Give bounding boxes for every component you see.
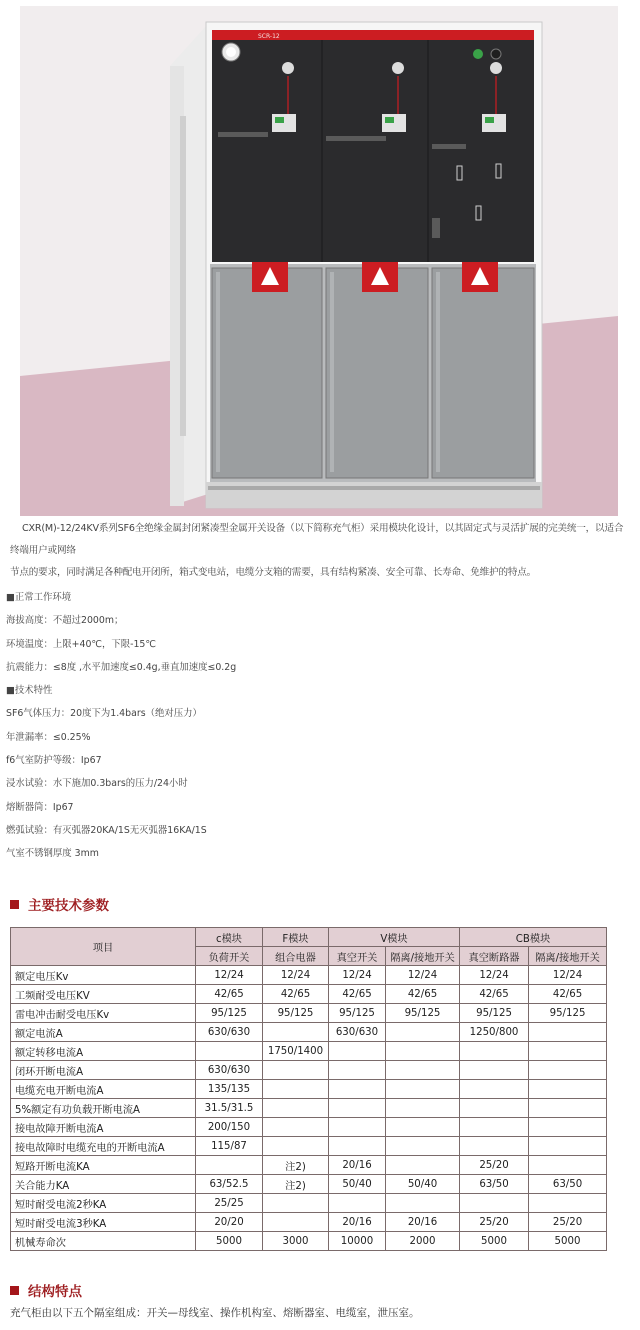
table-cell-value: 42/65: [329, 985, 386, 1004]
table-cell-value: 1250/800: [460, 1023, 529, 1042]
table-cell-item: 闭环开断电流A: [11, 1061, 196, 1080]
panel-label: SCR-12: [258, 33, 280, 40]
table-cell-value: 20/20: [196, 1213, 263, 1232]
table-cell-value: [386, 1194, 460, 1213]
table-cell-value: [460, 1042, 529, 1061]
table-row: [11, 1213, 607, 1232]
table-cell-value: [460, 1137, 529, 1156]
table-cell-value: 注2): [263, 1175, 329, 1194]
table-cell-value: [329, 1194, 386, 1213]
table-cell-value: [460, 1099, 529, 1118]
table-cell-value: 115/87: [196, 1137, 263, 1156]
table-cell-value: [329, 1118, 386, 1137]
subheader-cb1: 真空断路器: [460, 947, 529, 966]
table-row: [11, 1023, 607, 1042]
table-cell-value: [329, 1080, 386, 1099]
table-cell-value: [386, 1156, 460, 1175]
table-cell-value: [263, 1023, 329, 1042]
subheader-v1: 真空开关: [329, 947, 386, 966]
subheader-cb2: 隔离/接地开关: [529, 947, 607, 966]
spec-gas-pressure: SF6气体压力：20度下为1.4bars（绝对压力）: [6, 708, 202, 720]
spec-heading-technical: ■技术特性: [6, 685, 53, 697]
table-cell-item: 关合能力KA: [11, 1175, 196, 1194]
table-cell-value: 42/65: [460, 985, 529, 1004]
table-cell-value: 95/125: [529, 1004, 607, 1023]
table-cell-value: 1750/1400: [263, 1042, 329, 1061]
table-row: [11, 966, 607, 985]
table-row: [11, 1118, 607, 1137]
table-cell-value: [263, 1080, 329, 1099]
table-row: [11, 1194, 607, 1213]
table-cell-value: [529, 1137, 607, 1156]
spec-list: [6, 586, 606, 866]
product-photo: [20, 6, 618, 516]
table-row: [11, 1137, 607, 1156]
table-cell-value: 20/16: [329, 1213, 386, 1232]
table-cell-value: 10000: [329, 1232, 386, 1251]
subheader-f: 组合电器: [263, 947, 329, 966]
table-cell-item: 额定电流A: [11, 1023, 196, 1042]
table-row: [11, 1061, 607, 1080]
table-cell-value: 95/125: [263, 1004, 329, 1023]
table-cell-value: 42/65: [529, 985, 607, 1004]
params-table: [10, 927, 607, 1251]
table-cell-value: 25/25: [196, 1194, 263, 1213]
table-cell-value: 200/150: [196, 1118, 263, 1137]
header-group-v: V模块: [329, 928, 460, 947]
table-cell-value: 12/24: [386, 966, 460, 985]
table-cell-value: [329, 1137, 386, 1156]
table-row: [11, 1156, 607, 1175]
intro-paragraph: [10, 518, 630, 584]
table-cell-value: [196, 1156, 263, 1175]
table-cell-value: [386, 1042, 460, 1061]
table-row: [11, 985, 607, 1004]
table-row: [11, 1004, 607, 1023]
table-cell-value: [386, 1099, 460, 1118]
table-cell-item: 短路开断电流KA: [11, 1156, 196, 1175]
table-body: [11, 966, 607, 1251]
table-cell-value: 135/135: [196, 1080, 263, 1099]
table-cell-value: 95/125: [460, 1004, 529, 1023]
table-cell-value: [460, 1118, 529, 1137]
intro-line-2: 节点的要求，同时满足各种配电开闭所，箱式变电站，电缆分支箱的需要，具有结构紧凑、安全可靠、长寿命、免维护的特点。: [10, 567, 537, 578]
header-group-cb: CB模块: [460, 928, 607, 947]
table-cell-value: 12/24: [460, 966, 529, 985]
table-cell-value: [529, 1061, 607, 1080]
table-cell-value: 42/65: [386, 985, 460, 1004]
table-cell-value: [386, 1137, 460, 1156]
table-cell-value: 630/630: [329, 1023, 386, 1042]
table-cell-item: 5%额定有功负载开断电流A: [11, 1099, 196, 1118]
table-cell-value: [529, 1194, 607, 1213]
spec-fuse-tube: 熔断器筒：Ip67: [6, 801, 74, 813]
table-cell-value: 50/40: [329, 1175, 386, 1194]
table-cell-value: 12/24: [329, 966, 386, 985]
spec-arc-test: 燃弧试验：有灭弧器20KA/1S无灭弧器16KA/1S: [6, 824, 207, 836]
table-cell-value: [263, 1137, 329, 1156]
table-group-header-row: [11, 928, 607, 947]
table-cell-value: 25/20: [460, 1156, 529, 1175]
section-structure: [10, 1280, 82, 1300]
table-cell-value: 5000: [460, 1232, 529, 1251]
table-cell-value: 5000: [529, 1232, 607, 1251]
table-cell-item: 接电故障时电缆充电的开断电流A: [11, 1137, 196, 1156]
spec-temperature: 环境温度：上限+40℃，下限-15℃: [6, 638, 156, 650]
table-cell-item: 电缆充电开断电流A: [11, 1080, 196, 1099]
section-main-params: [10, 894, 109, 914]
spec-immersion: 浸水试验：水下施加0.3bars的压力/24小时: [6, 778, 188, 790]
table-cell-value: 20/16: [386, 1213, 460, 1232]
table-cell-item: 额定转移电流A: [11, 1042, 196, 1061]
table-cell-value: 25/20: [529, 1213, 607, 1232]
table-cell-value: 3000: [263, 1232, 329, 1251]
table-cell-item: 接电故障开断电流A: [11, 1118, 196, 1137]
section-main-params-title: 主要技术参数: [28, 898, 109, 914]
table-cell-value: 12/24: [529, 966, 607, 985]
table-cell-value: [263, 1213, 329, 1232]
table-row: [11, 1099, 607, 1118]
table-cell-value: [529, 1023, 607, 1042]
table-cell-value: [460, 1080, 529, 1099]
table-cell-value: [329, 1042, 386, 1061]
table-cell-value: [386, 1023, 460, 1042]
table-cell-value: 12/24: [196, 966, 263, 985]
table-cell-value: [386, 1061, 460, 1080]
table-cell-value: [529, 1118, 607, 1137]
intro-line-1: CXR(M)-12/24KV系列SF6全绝缘金属封闭紧凑型金属开关设备（以下简称充气柜）采用模块化设计，以其固定式与灵活扩展的完美统一，以适合终端用户或网络: [10, 523, 624, 556]
table-cell-value: 42/65: [263, 985, 329, 1004]
table-cell-value: 20/16: [329, 1156, 386, 1175]
spec-seismic: 抗震能力：≤8度 ,水平加速度≤0.4g,垂直加速度≤0.2g: [6, 661, 237, 673]
table-cell-value: 63/50: [529, 1175, 607, 1194]
table-cell-value: 50/40: [386, 1175, 460, 1194]
table-cell-value: [263, 1118, 329, 1137]
table-cell-value: 630/630: [196, 1061, 263, 1080]
table-cell-value: [196, 1042, 263, 1061]
table-cell-value: [529, 1156, 607, 1175]
table-cell-value: [460, 1194, 529, 1213]
table-cell-item: 雷电冲击耐受电压Kv: [11, 1004, 196, 1023]
table-cell-item: 短时耐受电流3秒KA: [11, 1213, 196, 1232]
spec-altitude: 海拔高度：不超过2000m；: [6, 615, 124, 627]
table-cell-value: [386, 1080, 460, 1099]
table-cell-item: 额定电压Kv: [11, 966, 196, 985]
table-cell-value: [263, 1194, 329, 1213]
table-row: [11, 1175, 607, 1194]
section-square-icon: [10, 1286, 19, 1295]
header-item: 项目: [11, 928, 196, 966]
spec-thickness: 气室不锈钢厚度 3mm: [6, 848, 99, 860]
header-group-c: c模块: [196, 928, 263, 947]
table-cell-item: 机械寿命次: [11, 1232, 196, 1251]
spec-protection: f6气室防护等级：Ip67: [6, 755, 102, 767]
subheader-v2: 隔离/接地开关: [386, 947, 460, 966]
table-cell-value: 12/24: [263, 966, 329, 985]
table-cell-value: [460, 1061, 529, 1080]
table-cell-value: [529, 1080, 607, 1099]
table-cell-item: 短时耐受电流2秒KA: [11, 1194, 196, 1213]
table-cell-value: 95/125: [329, 1004, 386, 1023]
table-cell-value: 63/52.5: [196, 1175, 263, 1194]
table-cell-value: 95/125: [196, 1004, 263, 1023]
table-row: [11, 1042, 607, 1061]
table-cell-value: 5000: [196, 1232, 263, 1251]
table-cell-value: 95/125: [386, 1004, 460, 1023]
table-row: [11, 1080, 607, 1099]
subheader-c: 负荷开关: [196, 947, 263, 966]
table-cell-value: 2000: [386, 1232, 460, 1251]
table-cell-value: 31.5/31.5: [196, 1099, 263, 1118]
structure-description: 充气柜由以下五个隔室组成：开关—母线室、操作机构室、熔断器室、电缆室，泄压室。: [10, 1307, 420, 1319]
section-structure-title: 结构特点: [28, 1284, 82, 1300]
header-group-f: F模块: [263, 928, 329, 947]
section-square-icon: [10, 900, 19, 909]
table-cell-value: [329, 1099, 386, 1118]
table-cell-value: [529, 1099, 607, 1118]
table-cell-value: 630/630: [196, 1023, 263, 1042]
table-cell-item: 工频耐受电压KV: [11, 985, 196, 1004]
table-cell-value: [529, 1042, 607, 1061]
spec-leak-rate: 年泄漏率：≤0.25%: [6, 731, 91, 743]
spec-heading-environment: ■正常工作环境: [6, 592, 72, 603]
table-cell-value: [263, 1061, 329, 1080]
table-cell-value: [386, 1118, 460, 1137]
table-cell-value: [263, 1099, 329, 1118]
table-cell-value: [329, 1061, 386, 1080]
table-cell-value: 63/50: [460, 1175, 529, 1194]
table-cell-value: 注2): [263, 1156, 329, 1175]
table-cell-value: 25/20: [460, 1213, 529, 1232]
table-row: [11, 1232, 607, 1251]
table-cell-value: 42/65: [196, 985, 263, 1004]
